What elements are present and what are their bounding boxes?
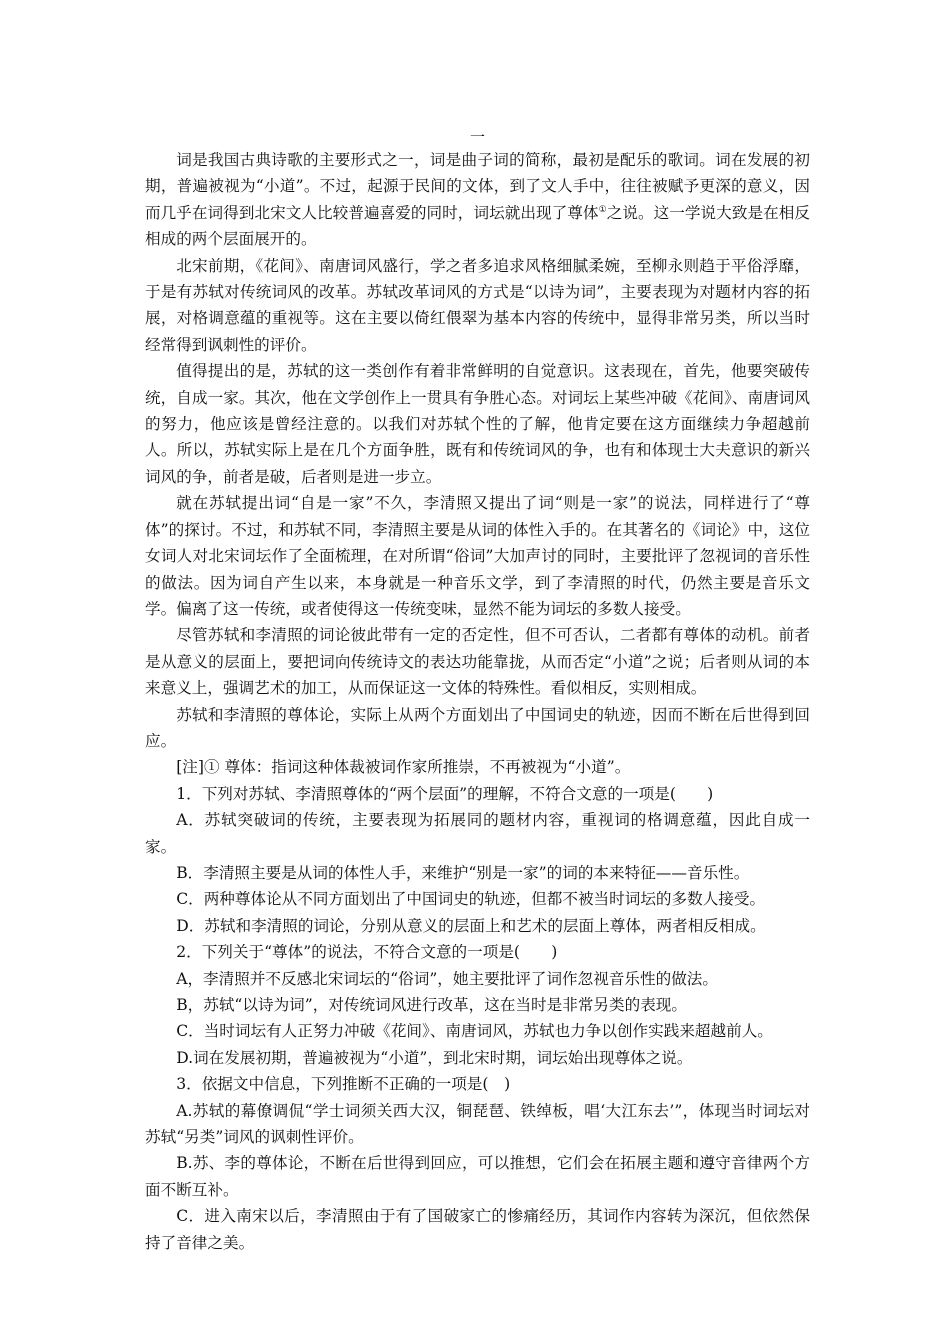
question-3-option-c: C．进入南宋以后，李清照由于有了国破家亡的惨痛经历，其词作内容转为深沉，但依然保持了音律之美。 <box>145 1207 810 1252</box>
question-1-option-a: A．苏轼突破词的传统，主要表现为拓展同的题材内容，重视词的格调意蕴，因此自成一家。 <box>145 811 810 856</box>
question-2-stem: 2．下列关于“尊体”的说法，不符合文意的一项是( ) <box>176 943 558 962</box>
passage-paragraph-3: 值得提出的是，苏轼的这一类创作有着非常鲜明的自觉意识。这表现在，首先，他要突破传统，自成一家。其次，他在文学创作上一贯具有争胜心态。对词坛上某些冲破《花间》、南唐词风的努力，他应该是曾经注意的。以我们对苏轼个性的了解，他肯定要在这方面继续力争超越前人。所以，苏轼实际上是在几个方面争胜，既有和传统词风的争，也有和体现士大夫意识的新兴词风的争，前者是破，后者则是进一步立。 <box>145 362 810 486</box>
footnote-marker: ① <box>598 204 607 215</box>
paragraph-text: 之说。这一学说大致是在相反相成的两个层面展开的。 <box>145 203 810 249</box>
passage-paragraph-5: 尽管苏轼和李清照的词论彼此带有一定的否定性，但不可否认，二者都有尊体的动机。前者是从意义的层面上，要把词向传统诗文的表达功能靠拢，从而否定“小道”之说；后者则从词的本来意义上，强调艺术的加工，从而保证这一文体的特殊性。看似相反，实则相成。 <box>145 626 810 698</box>
question-2-option-b: B，苏轼“以诗为词”，对传统词风进行改革，这在当时是非常另类的表现。 <box>176 996 687 1014</box>
footnote: [注]① 尊体：指词这种体裁被词作家所推崇，不再被视为“小道”。 <box>176 758 631 777</box>
question-1-option-d: D．苏轼和李清照的词论，分别从意义的层面上和艺术的层面上尊体，两者相反相成。 <box>176 916 766 935</box>
question-1-stem: 1．下列对苏轼、李清照尊体的“两个层面”的理解，不符合文意的一项是( ) <box>176 784 714 803</box>
question-3-option-b: B.苏、李的尊体论，不断在后世得到回应，可以推想，它们会在拓展主题和遵守音律两个方面不断互补。 <box>145 1154 810 1199</box>
question-3-option-a: A.苏轼的幕僚调侃“学士词须关西大汉，铜琵琶、铁绰板，唱‘大江东去’”，体现当时词坛对苏轼“另类”词风的讽刺性评价。 <box>145 1101 810 1147</box>
question-2-option-c: C．当时词坛有人正努力冲破《花间》、南唐词风，苏轼也力争以创作实践来超越前人。 <box>176 1022 773 1041</box>
question-3-stem: 3．依据文中信息，下列推断不正确的一项是( ) <box>176 1075 511 1094</box>
passage-paragraph-6: 苏轼和李清照的尊体论，实际上从两个方面划出了中国词史的轨迹，因而不断在后世得到回应。 <box>145 705 810 750</box>
passage <box>145 147 810 1256</box>
paragraph-text: 词是我国古典诗歌的主要形式之一，词是曲子词的简称，最初是配乐的歌词。词在发展的初期，普遍被视为“小道”。不过，起源于民间的文体，到了文人手中，往往被赋予更深的意义，因而几乎在词得到北宋文人比较普遍喜爱的同时，词坛就出现了尊体 <box>145 151 810 222</box>
passage-paragraph-1 <box>145 147 810 253</box>
question-2-option-a: A，李清照并不反感北宋词坛的“俗词”，她主要批评了词作忽视音乐性的做法。 <box>176 969 718 988</box>
question-1-option-b: B．李清照主要是从词的体性人手，来维护“别是一家”的词的本来特征——音乐性。 <box>176 863 750 882</box>
passage-paragraph-2: 北宋前期，《花间》、南唐词风盛行，学之者多追求风格细腻柔婉，至柳永则趋于平俗浮靡，于是有苏轼对传统词风的改革。苏轼改革词风的方式是“以诗为词”，主要表现为对题材内容的拓展，对格调意蕴的重视等。这在主要以倚红偎翠为基本内容的传统中，显得非常另类，所以当时经常得到讽刺性的评价。 <box>145 256 810 354</box>
section-number: 一 <box>469 128 485 146</box>
document-page <box>145 127 810 1256</box>
passage-paragraph-4: 就在苏轼提出词“自是一家”不久，李清照又提出了词“则是一家”的说法，同样进行了“尊体”的探讨。不过，和苏轼不同，李清照主要是从词的体性入手的。在其著名的《词论》中，这位女词人对北宋词坛作了全面梳理，在对所谓“俗词”大加声讨的同时，主要批评了忽视词的音乐性的做法。因为词自产生以来，本身就是一种音乐文学，到了李清照的时代，仍然主要是音乐文学。偏离了这一传统，或者使得这一传统变味，显然不能为词坛的多数人接受。 <box>145 494 810 618</box>
question-1-option-c: C．两种尊体论从不同方面划出了中国词史的轨迹，但都不被当时词坛的多数人接受。 <box>176 890 766 909</box>
question-2-option-d: D.词在发展初期，普遍被视为“小道”，到北宋时期，词坛始出现尊体之说。 <box>176 1048 693 1067</box>
